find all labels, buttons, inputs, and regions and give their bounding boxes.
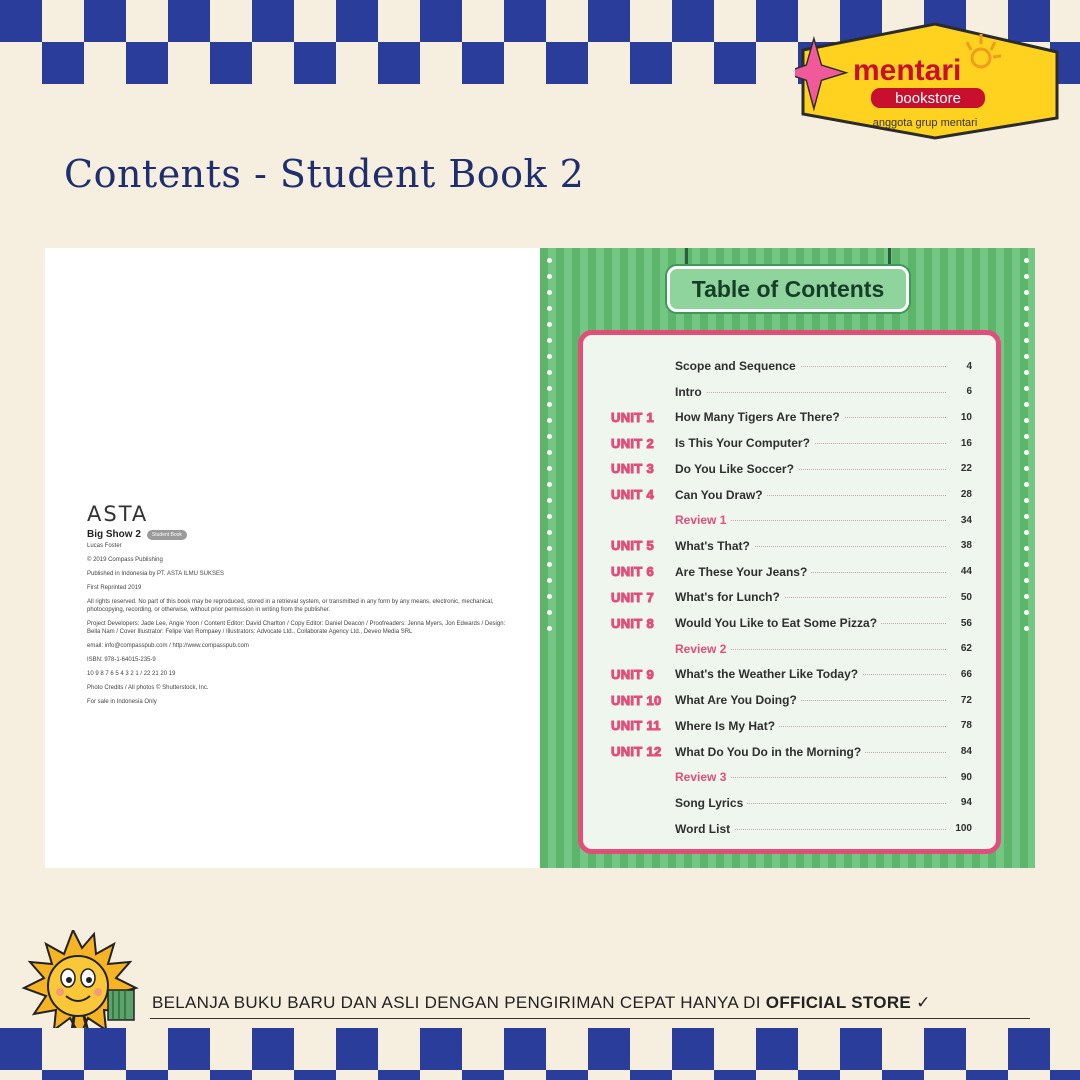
light-dot	[1024, 434, 1029, 439]
toc-entry-page: 66	[946, 669, 972, 680]
toc-entry-page: 78	[946, 720, 972, 731]
checker-square	[336, 1070, 378, 1080]
toc-entry[interactable]	[583, 664, 996, 684]
toc-entry[interactable]	[583, 562, 996, 582]
promo-official-store: OFFICIAL STORE	[765, 993, 912, 1012]
toc-entry-page: 100	[946, 823, 972, 834]
toc-entry-page: 72	[946, 695, 972, 706]
checker-square	[420, 0, 462, 42]
checker-square	[714, 1070, 756, 1080]
hanger-hook	[888, 248, 891, 268]
copyright-line: ISBN: 978-1-64015-235-9	[87, 657, 156, 663]
toc-entry[interactable]	[583, 485, 996, 505]
checker-square	[378, 0, 420, 42]
promo-underline	[150, 1018, 1030, 1019]
toc-entry[interactable]	[583, 742, 996, 762]
light-dot	[1024, 498, 1029, 503]
checker-square	[168, 1028, 210, 1070]
toc-entry-page: 28	[946, 489, 972, 500]
toc-entry-title: Do You Like Soccer?	[675, 462, 798, 476]
light-dot	[547, 258, 552, 263]
toc-entry-title: What's the Weather Like Today?	[675, 667, 862, 681]
light-dot	[1024, 562, 1029, 567]
checker-square	[336, 0, 378, 42]
toc-entry-page: 4	[946, 361, 972, 372]
light-dot	[1024, 258, 1029, 263]
checker-square	[630, 42, 672, 84]
light-dot	[1024, 578, 1029, 583]
light-dot	[1024, 514, 1029, 519]
bottom-checker-border	[0, 1028, 1080, 1080]
book-tag: Student Book	[147, 530, 187, 540]
checker-square	[294, 42, 336, 84]
checker-square	[462, 1028, 504, 1070]
unit-badge: UNIT 4	[611, 487, 654, 502]
checker-square	[126, 0, 168, 42]
checker-square	[588, 1028, 630, 1070]
light-dot	[547, 594, 552, 599]
light-dot	[547, 306, 552, 311]
light-dot	[1024, 466, 1029, 471]
toc-entry-page: 22	[946, 463, 972, 474]
checker-square	[420, 1028, 462, 1070]
hanger-hook	[685, 248, 688, 268]
toc-entry-title: Review 3	[675, 770, 730, 784]
copyright-line: Lucas Foster	[87, 543, 122, 549]
checker-square	[42, 1070, 84, 1080]
checker-square	[84, 0, 126, 42]
light-dot	[547, 386, 552, 391]
unit-badge: UNIT 12	[611, 744, 662, 759]
toc-entry-title: What's for Lunch?	[675, 590, 784, 604]
check-icon: ✓	[916, 993, 931, 1012]
toc-entry-title: What's That?	[675, 539, 754, 553]
toc-entry-title: What Are You Doing?	[675, 693, 801, 707]
unit-badge: UNIT 3	[611, 461, 654, 477]
logo-sub: bookstore	[895, 90, 961, 107]
toc-list	[578, 330, 1001, 854]
toc-entry-page: 94	[946, 797, 972, 808]
checker-square	[336, 1028, 378, 1070]
checker-square	[588, 1070, 630, 1080]
light-dot	[547, 578, 552, 583]
checker-square	[210, 42, 252, 84]
checker-square	[882, 1070, 924, 1080]
toc-entry-page: 62	[946, 643, 972, 654]
checker-square	[84, 42, 126, 84]
light-dot	[1024, 482, 1029, 487]
logo-name: mentari	[853, 54, 962, 87]
toc-entry-page: 44	[946, 566, 972, 577]
page-title: Contents - Student Book 2	[64, 152, 585, 196]
checker-square	[0, 42, 42, 84]
toc-entry-page: 6	[946, 386, 972, 397]
copyright-line: 10 9 8 7 6 5 4 3 2 1 / 22 21 20 19	[87, 671, 176, 677]
checker-square	[882, 1028, 924, 1070]
checker-row	[0, 1070, 1080, 1080]
checker-square	[42, 0, 84, 42]
light-dot	[547, 562, 552, 567]
copyright-line: Photo Credits / All photos © Shutterstock, Inc.	[87, 685, 209, 691]
checker-square	[252, 0, 294, 42]
checker-square	[924, 1028, 966, 1070]
toc-entry[interactable]	[583, 407, 996, 427]
toc-entry-title: Review 2	[675, 642, 730, 656]
checker-square	[42, 42, 84, 84]
toc-entry-page: 84	[946, 746, 972, 757]
unit-badge: UNIT 8	[611, 615, 654, 631]
promo-text: BELANJA BUKU BARU DAN ASLI DENGAN PENGIRIMAN CEPAT HANYA DI	[152, 993, 761, 1012]
book-spread	[45, 248, 1035, 868]
checker-square	[1008, 1028, 1050, 1070]
light-dot	[547, 370, 552, 375]
unit-badge: UNIT 11	[611, 718, 661, 734]
checker-square	[630, 0, 672, 42]
checker-square	[210, 1028, 252, 1070]
checker-square	[630, 1070, 672, 1080]
checker-square	[1050, 1028, 1080, 1070]
toc-entry[interactable]	[583, 536, 996, 556]
checker-square	[462, 1070, 504, 1080]
light-dot	[1024, 386, 1029, 391]
checker-square	[966, 1070, 1008, 1080]
checker-square	[0, 0, 42, 42]
checker-square	[546, 42, 588, 84]
toc-entry[interactable]	[583, 819, 996, 839]
checker-square	[126, 42, 168, 84]
toc-entry-title: Review 1	[675, 513, 730, 527]
light-dot	[547, 274, 552, 279]
checker-square	[840, 1070, 882, 1080]
checker-square	[588, 42, 630, 84]
light-dot	[1024, 402, 1029, 407]
light-dot	[547, 546, 552, 551]
light-dot	[547, 514, 552, 519]
dotted-leader	[683, 392, 946, 393]
checker-square	[840, 1028, 882, 1070]
light-dot	[1024, 450, 1029, 455]
light-dot	[547, 466, 552, 471]
checker-square	[0, 1028, 42, 1070]
checker-square	[504, 0, 546, 42]
light-dot	[547, 610, 552, 615]
toc-entry[interactable]	[583, 767, 996, 787]
toc-entry-page: 38	[946, 540, 972, 551]
light-dot	[547, 434, 552, 439]
light-dot	[547, 498, 552, 503]
unit-badge: UNIT 10	[611, 692, 662, 708]
toc-entry[interactable]	[583, 793, 996, 813]
toc-entry-title: Is This Your Computer?	[675, 436, 814, 450]
light-dot	[1024, 322, 1029, 327]
toc-entry-title: What Do You Do in the Morning?	[675, 745, 865, 759]
light-dots-left	[544, 248, 554, 868]
checker-square	[252, 1028, 294, 1070]
checker-square	[84, 1028, 126, 1070]
checker-square	[252, 1070, 294, 1080]
checker-square	[672, 42, 714, 84]
light-dot	[1024, 594, 1029, 599]
unit-badge: UNIT 1	[611, 409, 654, 425]
checker-square	[546, 0, 588, 42]
toc-entry-page: 90	[946, 772, 972, 783]
book-title	[87, 530, 507, 540]
checker-square	[294, 1028, 336, 1070]
toc-entry-title: Can You Draw?	[675, 488, 767, 502]
toc-entry-title: Word List	[675, 822, 734, 836]
checker-square	[462, 42, 504, 84]
toc-entry[interactable]	[583, 639, 996, 659]
light-dot	[547, 482, 552, 487]
checker-square	[672, 0, 714, 42]
checker-square	[630, 1028, 672, 1070]
copyright-lines	[87, 542, 507, 706]
toc-entry-title: Intro	[675, 385, 706, 399]
checker-row	[0, 1028, 1080, 1070]
logo-tagline: anggota grup mentari	[872, 117, 978, 129]
mentari-logo[interactable]	[795, 22, 1065, 140]
checker-square	[378, 42, 420, 84]
copyright-line: Project Developers: Jade Lee, Angie Yoon / Content Editor: David Charlton / Copy Editor: Daniel Deacon / Proofreaders: Jenna Myers, Jon Edwards / Design: Bella Nam / Cover Illustrator: Felipe Van Rompaey / Illustrators: Advocate Ltd., Collaborate Agency Ltd., Deveo Media SRL	[87, 621, 506, 635]
unit-badge: UNIT 2	[611, 435, 654, 451]
copyright-line: For sale in Indonesia Only	[87, 699, 157, 705]
checker-square	[1050, 1070, 1080, 1080]
checker-square	[0, 1070, 42, 1080]
copyright-block	[87, 502, 507, 712]
checker-square	[168, 42, 210, 84]
copyright-line: © 2019 Compass Publishing	[87, 557, 163, 563]
toc-entry[interactable]	[583, 433, 996, 453]
checker-square	[504, 1070, 546, 1080]
light-dot	[547, 418, 552, 423]
light-dot	[1024, 626, 1029, 631]
checker-square	[504, 1028, 546, 1070]
checker-square	[546, 1028, 588, 1070]
toc-entry-page: 50	[946, 592, 972, 603]
toc-entry-title: Scope and Sequence	[675, 359, 800, 373]
toc-entry[interactable]	[583, 716, 996, 736]
light-dot	[1024, 610, 1029, 615]
checker-square	[966, 1028, 1008, 1070]
light-dot	[1024, 530, 1029, 535]
light-dot	[1024, 274, 1029, 279]
checker-square	[756, 42, 798, 84]
toc-entry[interactable]	[583, 510, 996, 530]
light-dot	[1024, 418, 1029, 423]
publisher-mark: ASTA	[87, 502, 149, 526]
light-dot	[1024, 370, 1029, 375]
toc-heading: Table of Contents	[667, 266, 909, 312]
toc-entry-page: 56	[946, 618, 972, 629]
checker-square	[378, 1070, 420, 1080]
checker-square	[462, 0, 504, 42]
toc-entry-title: Song Lyrics	[675, 796, 747, 810]
toc-entry[interactable]	[583, 382, 996, 402]
toc-entry[interactable]	[583, 690, 996, 710]
checker-square	[294, 1070, 336, 1080]
light-dot	[1024, 306, 1029, 311]
light-dot	[1024, 354, 1029, 359]
checker-square	[756, 1028, 798, 1070]
checker-square	[84, 1070, 126, 1080]
toc-entry-page: 34	[946, 515, 972, 526]
checker-square	[294, 0, 336, 42]
checker-square	[126, 1028, 168, 1070]
light-dot	[547, 290, 552, 295]
copyright-page	[45, 248, 540, 868]
checker-square	[420, 42, 462, 84]
checker-square	[714, 42, 756, 84]
toc-entry-title: Would You Like to Eat Some Pizza?	[675, 616, 881, 630]
copyright-line: All rights reserved. No part of this book may be reproduced, stored in a retrieval system, or transmitted in any form by any means, electronic, mechanical, photocopying, recording, or otherwise, without prior permission in writing from the publisher.	[87, 599, 494, 613]
checker-square	[672, 1070, 714, 1080]
light-dot	[1024, 290, 1029, 295]
checker-square	[252, 42, 294, 84]
toc-entry-title: Are These Your Jeans?	[675, 565, 811, 579]
checker-square	[798, 1070, 840, 1080]
checker-square	[756, 0, 798, 42]
light-dot	[547, 322, 552, 327]
toc-entry[interactable]	[583, 356, 996, 376]
checker-square	[798, 1028, 840, 1070]
toc-entry-title: Where Is My Hat?	[675, 719, 779, 733]
light-dot	[1024, 338, 1029, 343]
unit-badge: UNIT 7	[611, 589, 654, 605]
light-dots-right	[1021, 248, 1031, 868]
toc-entry-page: 16	[946, 438, 972, 449]
checker-square	[420, 1070, 462, 1080]
checker-square	[126, 1070, 168, 1080]
checker-square	[168, 1070, 210, 1080]
checker-square	[378, 1028, 420, 1070]
light-dot	[1024, 546, 1029, 551]
copyright-line: email: info@compasspub.com / http://www.compasspub.com	[87, 643, 249, 649]
light-dot	[547, 402, 552, 407]
toc-entry[interactable]	[583, 613, 996, 633]
checker-square	[588, 0, 630, 42]
toc-entry-page: 10	[946, 412, 972, 423]
checker-square	[210, 1070, 252, 1080]
light-dot	[547, 450, 552, 455]
toc-entry[interactable]	[583, 459, 996, 479]
checker-square	[924, 1070, 966, 1080]
toc-page	[540, 248, 1035, 868]
checker-square	[336, 42, 378, 84]
checker-square	[504, 42, 546, 84]
light-dot	[547, 626, 552, 631]
checker-square	[756, 1070, 798, 1080]
promo-banner[interactable]	[152, 993, 1032, 1013]
unit-badge: UNIT 9	[611, 666, 654, 682]
copyright-line: First Reprinted 2019	[87, 585, 142, 591]
light-dot	[547, 530, 552, 535]
checker-square	[546, 1070, 588, 1080]
toc-entry-title: How Many Tigers Are There?	[675, 410, 844, 424]
light-dot	[547, 354, 552, 359]
checker-square	[168, 0, 210, 42]
checker-square	[714, 0, 756, 42]
checker-square	[1008, 1070, 1050, 1080]
checker-square	[714, 1028, 756, 1070]
unit-badge: UNIT 6	[611, 564, 654, 580]
light-dot	[547, 338, 552, 343]
checker-square	[672, 1028, 714, 1070]
book-title-text: Big Show 2	[87, 529, 141, 540]
checker-square	[42, 1028, 84, 1070]
checker-square	[210, 0, 252, 42]
copyright-line: Published in Indonesia by PT. ASTA ILMU SUKSES	[87, 571, 224, 577]
unit-badge: UNIT 5	[611, 538, 654, 554]
toc-entry[interactable]	[583, 587, 996, 607]
